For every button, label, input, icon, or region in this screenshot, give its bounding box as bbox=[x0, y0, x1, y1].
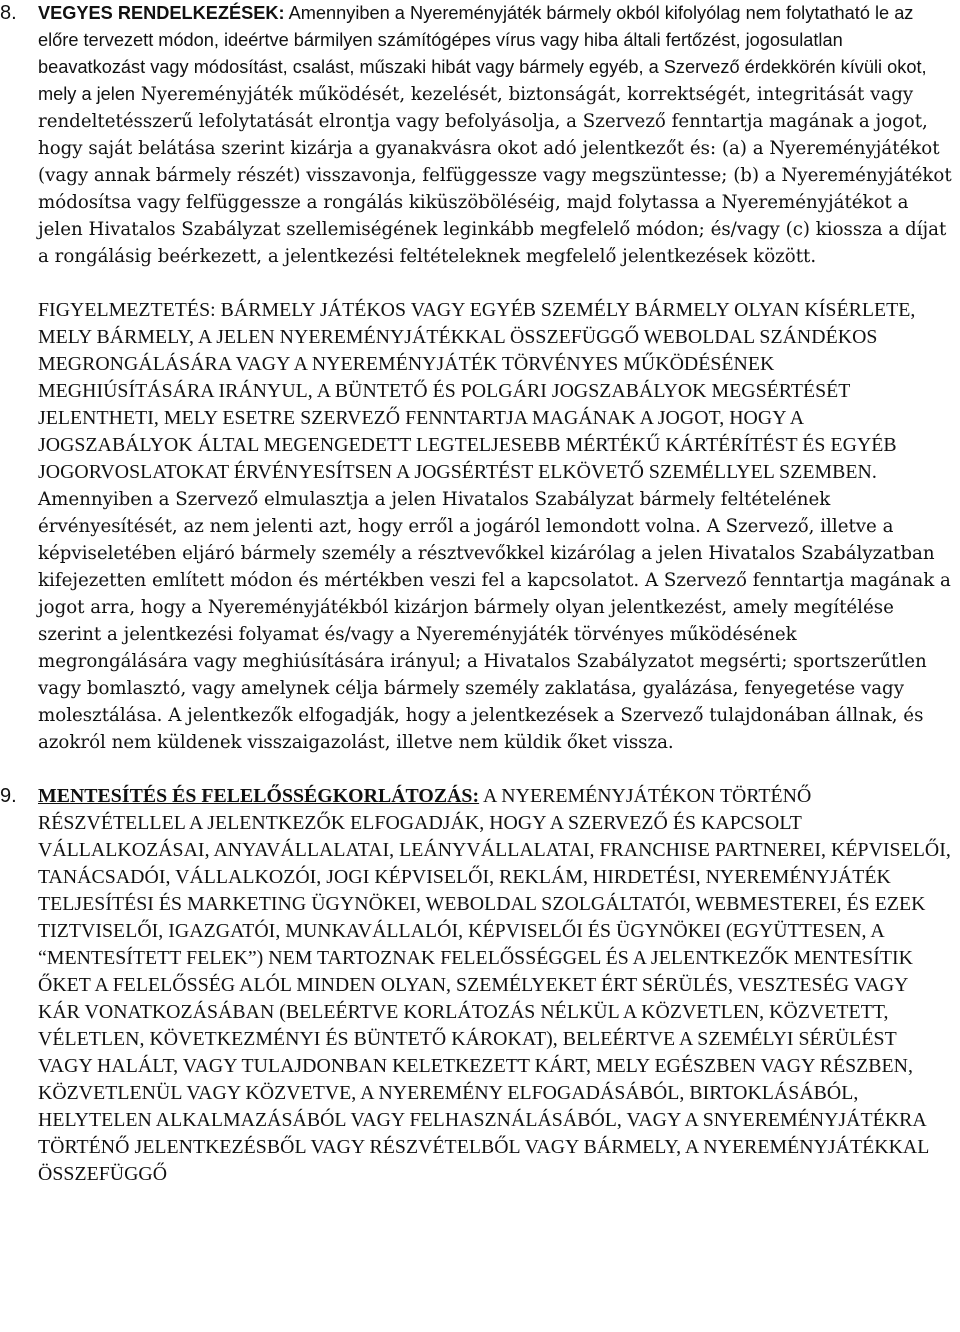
section-9-paragraph bbox=[38, 783, 952, 1188]
section-8-body-text: Nyereményjáték működését, kezelését, biztonságát, korrektségét, integritását vagy rendeltetésszerű lefolytatását elrontja vagy befolyásolja, a Szervező fenntartja magának a jogot, hogy saját belátása szerint kizárja a gyanakvásra okot adó jelentkezőt és: (a) a Nyereményjátékot (vagy annak bármely részét) visszavonja, felfüggessze vagy megszüntesse; (b) a Nyereményjátékot módosítsa vagy felfüggessze a rongálás kiküszöböléséig, majd folytassa a Nyereményjátékot a jelen Hivatalos Szabályzat szellemiségének leginkább megfelelő módon; és/vagy (c) kiossza a díjat a rongálásig beérkezett, a jelentkezési feltételeknek megfelelő jelentkezések között. bbox=[38, 84, 952, 267]
warning-paragraph bbox=[38, 297, 952, 756]
section-8-number: 8. bbox=[0, 2, 17, 24]
section-9-body-text: A NYEREMÉNYJÁTÉKON TÖRTÉNŐ RÉSZVÉTELLEL A JELENTKEZŐK ELFOGADJÁK, HOGY A SZERVEZŐ ÉS KAPCSOLT VÁLLALKOZÁSAI, ANYAVÁLLALATAI, LEÁNYVÁLLALATAI, FRANCHISE PARTNEREI, KÉPVISELŐI, TANÁCSADÓI, VÁLLALKOZÓI, JOGI KÉPVISELŐI, REKLÁM, HIRDETÉSI, NYEREMÉNYJÁTÉK TELJESÍTÉSI ÉS MARKETING ÜGYNÖKEI, WEBOLDAL SZOLGÁLTATÓI, WEBMESTEREI, ÉS EZEK TIZTVISELŐI, IGAZGATÓI, MUNKAVÁLLALÓI, KÉPVISELŐI ÉS ÜGYNÖKEI (EGYÜTTESEN, A “MENTESÍTETT FELEK”) NEM TARTOZNAK FELELŐSSÉGGEL ÉS A JELENTKEZŐK MENTESÍTIK ŐKET A FELELŐSSÉG ALÓL MINDEN OLYAN, SZEMÉLYEKET ÉRT SÉRÜLÉS, VESZTESÉG VAGY KÁR VONATKOZÁSÁBAN (BELEÉRTVE KORLÁTOZÁS NÉLKÜL A KÖZVETLEN, KÖZVETETT, VÉLETLEN, KÖVETKEZMÉNYI ÉS BÜNTETŐ KÁROKAT), BELEÉRTVE A SZEMÉLYI SÉRÜLÉST VAGY HALÁLT, VAGY TULAJDONBAN KELETKEZETT KÁRT, MELY EGÉSZBEN VAGY RÉSZBEN, KÖZVETLENÜL VAGY KÖZVETVE, A NYEREMÉNY ELFOGADÁSÁBÓL, BIRTOKLÁSÁBÓL, HELYTELEN ALKALMAZÁSÁBÓL VAGY FELHASZNÁLÁSÁBÓL, VAGY A SNYEREMÉNYJÁTÉKRA TÖRTÉNŐ JELENTKEZÉSBŐL VAGY RÉSZVÉTELBŐL VAGY BÁRMELY, A NYEREMÉNYJÁTÉKKAL ÖSSZEFÜGGŐ bbox=[38, 785, 951, 1185]
section-8-paragraph bbox=[38, 0, 952, 270]
section-9-number: 9. bbox=[0, 785, 17, 807]
section-8-title: VEGYES RENDELKEZÉSEK: bbox=[38, 3, 285, 23]
section-8-intro-text: Amennyiben a Nyereményjáték bármely okból kifolyólag nem folytatható le az előre tervezett módon, ideértve bármilyen számítógépes vírus vagy hiba általi fertőzést, jogosulatlan beavatkozást vagy módosítást, csalást, műszaki hibát vagy bármely egyéb, a Szervező érdekkörén kívüli okot, mely a jelen bbox=[38, 3, 927, 104]
section-9-title: MENTESÍTÉS ÉS FELELŐSSÉGKORLÁTOZÁS: bbox=[38, 785, 480, 807]
warning-caps-text: FIGYELMEZTETÉS: BÁRMELY JÁTÉKOS VAGY EGYÉB SZEMÉLY BÁRMELY OLYAN KÍSÉRLETE, MELY BÁRMELY, A JELEN NYEREMÉNYJÁTÉKKAL ÖSSZEFÜGGŐ WEBOLDAL SZÁNDÉKOS MEGRONGÁLÁSÁRA VAGY A NYEREMÉNYJÁTÉK TÖRVÉNYES MŰKÖDÉSÉNEK MEGHIÚSÍTÁSÁRA IRÁNYUL, A BÜNTETŐ ÉS POLGÁRI JOGSZABÁLYOK MEGSÉRTÉSÉT JELENTHETI, MELY ESETRE SZERVEZŐ FENNTARTJA MAGÁNAK A JOGOT, HOGY A JOGSZABÁLYOK ÁLTAL MEGENGEDETT LEGTELJESEBB MÉRTÉKŰ KÁRTÉRÍTÉST ÉS EGYÉB JOGORVOSLATOKAT ÉRVÉNYESÍTSEN A JOGSÉRTÉST ELKÖVETŐ SZEMÉLLYEL SZEMBEN. bbox=[38, 299, 916, 483]
section-9 bbox=[0, 783, 952, 1188]
warning-rest-text: Amennyiben a Szervező elmulasztja a jelen Hivatalos Szabályzat bármely feltételének érvényesítését, az nem jelenti azt, hogy erről a jogáról lemondott volna. A Szervező, illetve a képviseletében eljáró bármely személy a résztvevőkkel kizárólag a jelen Hivatalos Szabályzatban kifejezetten említett módon és mértékben veszi fel a kapcsolatot. A Szervező fenntartja magának a jogot arra, hogy a Nyereményjátékból kizárjon bármely olyan jelentkezést, amely megítélése szerint a jelentkezési folyamat és/vagy a Nyereményjáték törvényes működésének megrongálására vagy meghiúsítására irányul; a Hivatalos Szabályzatot megsérti; sportszerűtlen vagy bomlasztó, vagy amelynek célja bármely személy zaklatása, gyalázása, fenyegetése vagy molesztálása. A jelentkezők elfogadják, hogy a jelentkezések a Szervező tulajdonában állnak, és azokról nem küldenek visszaigazolást, illetve nem küldik őket vissza. bbox=[38, 489, 951, 753]
